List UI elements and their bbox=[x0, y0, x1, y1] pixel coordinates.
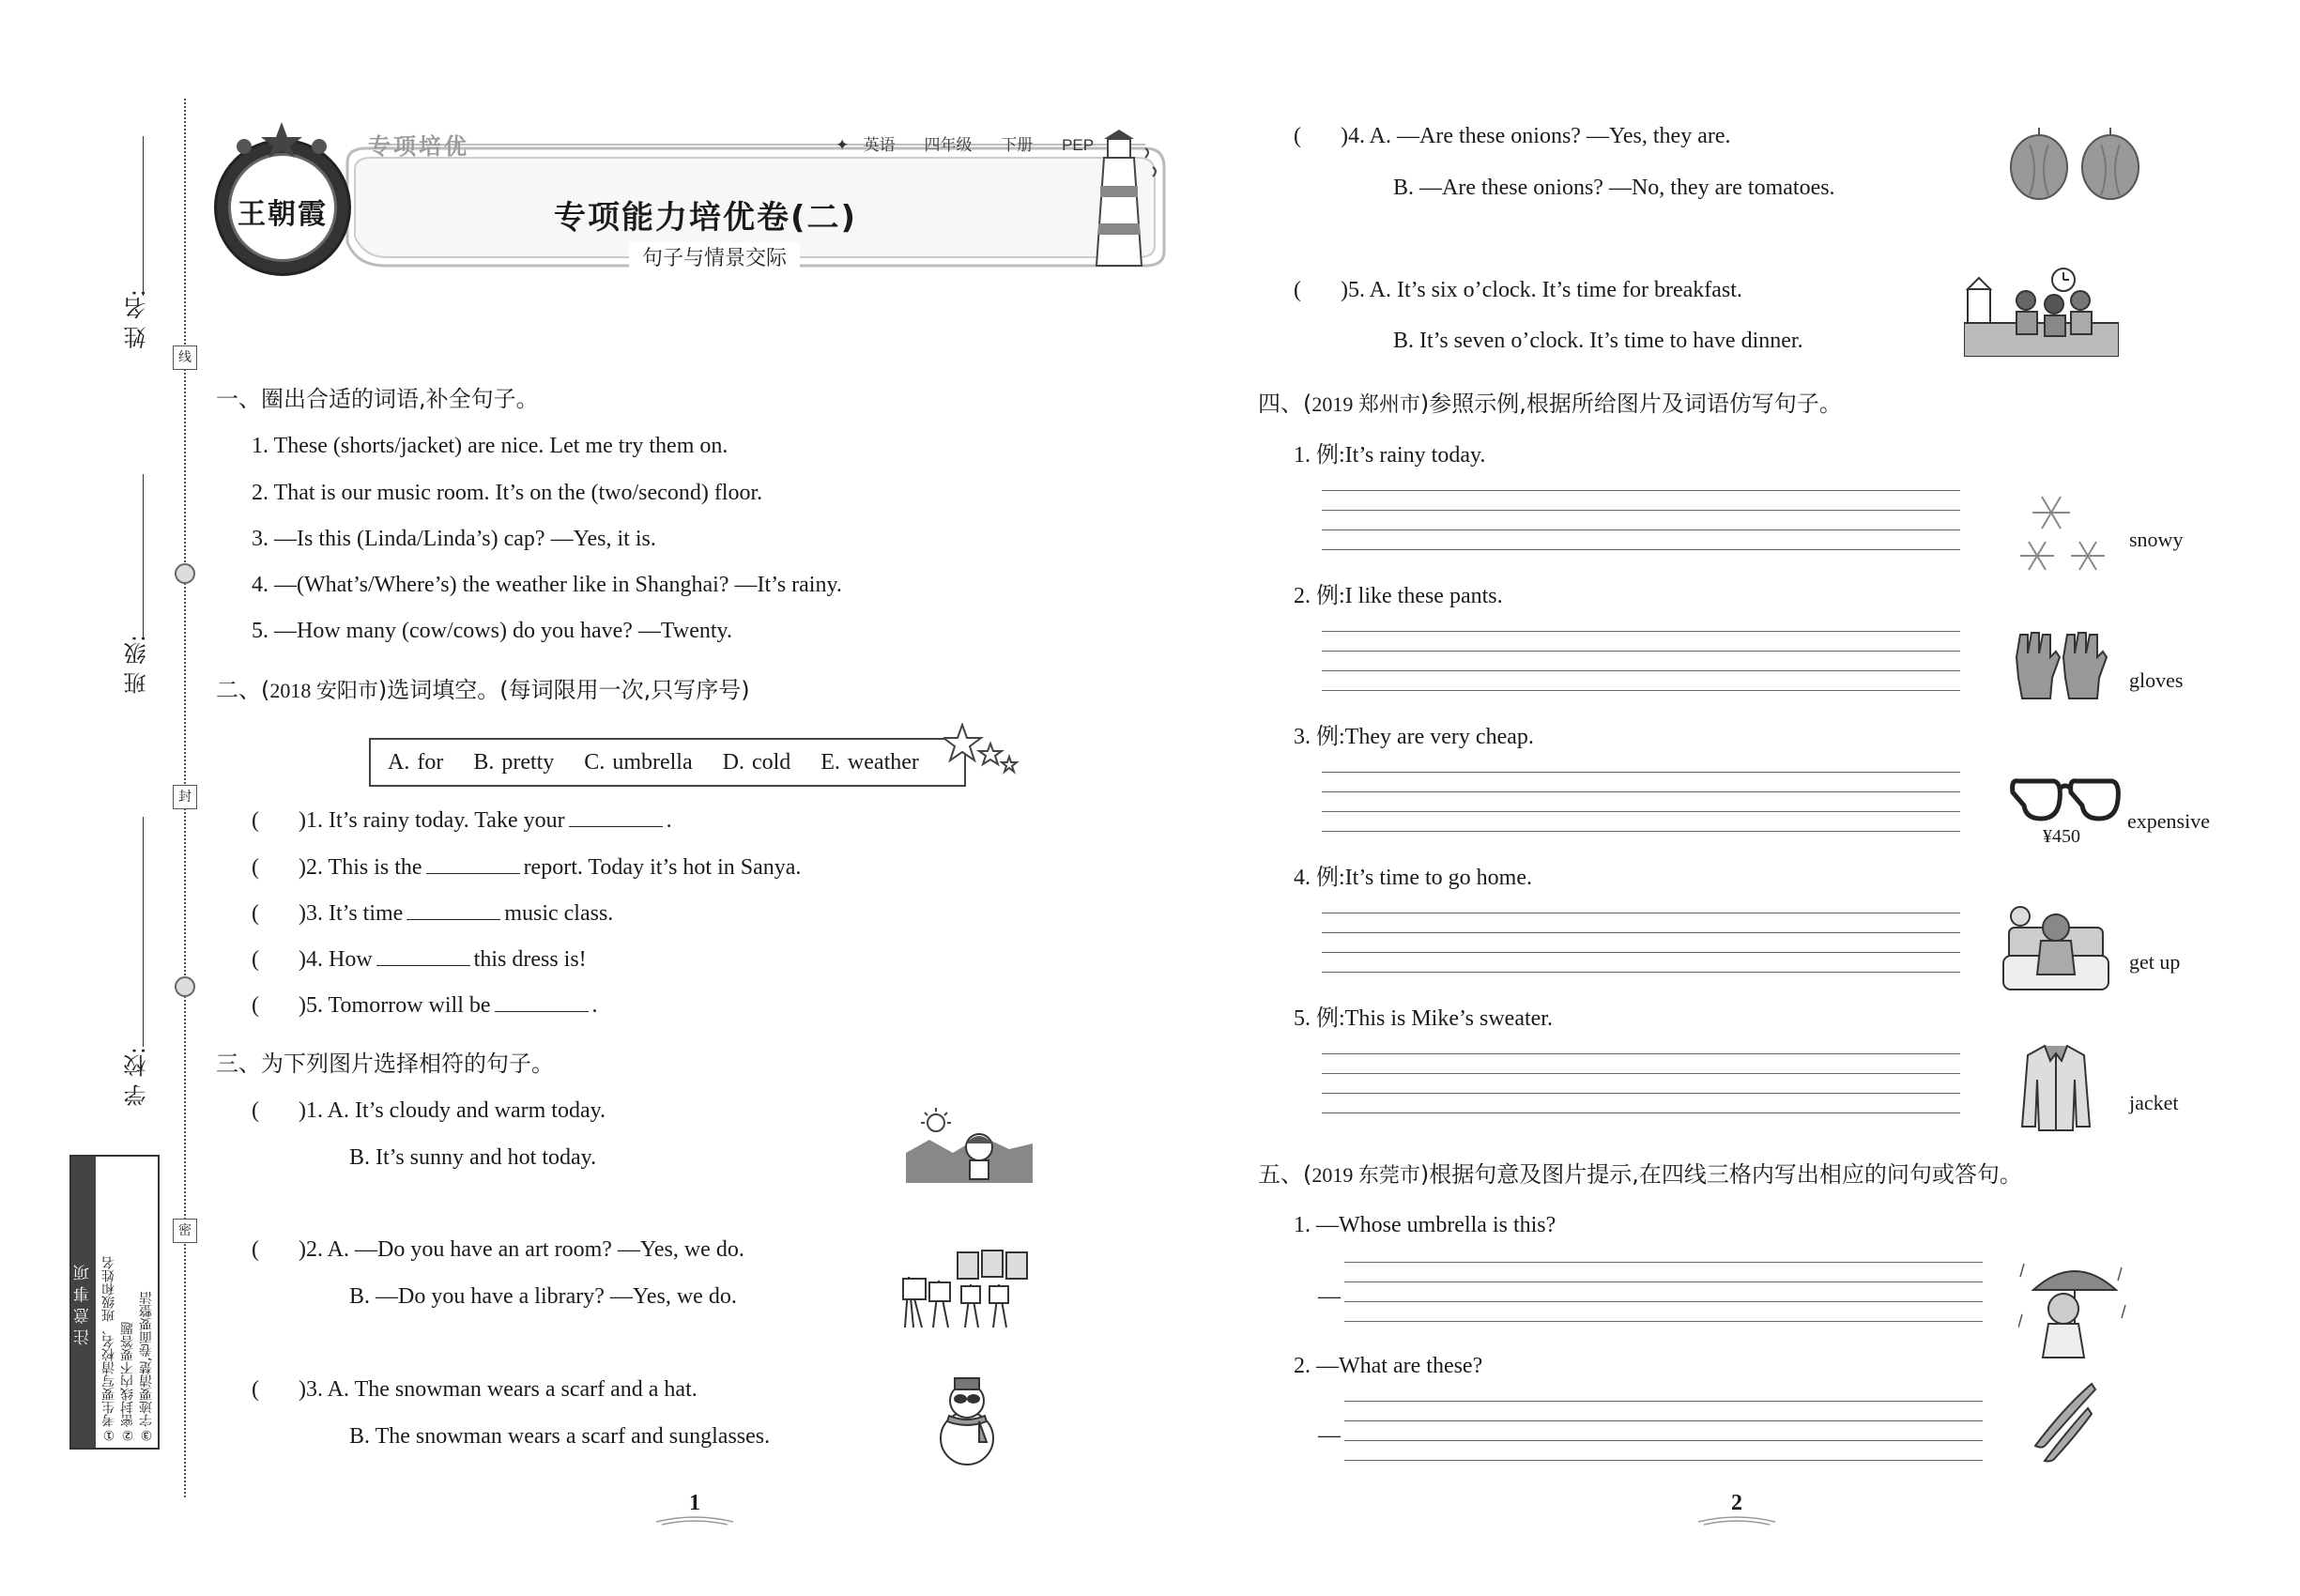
s2-blank-4[interactable] bbox=[376, 944, 470, 966]
name-label: 姓 名: bbox=[124, 289, 150, 349]
s4-word-2: gloves bbox=[2129, 668, 2184, 692]
logo-crown bbox=[225, 120, 338, 158]
stars-icon bbox=[943, 723, 1028, 779]
s3-item-3b: B. The snowman wears a scarf and sunglasses. bbox=[349, 1424, 771, 1449]
s3-item-5b: B. It’s seven o’clock. It’s time to have dinner. bbox=[1393, 329, 1803, 353]
umbrella-girl-picture bbox=[2018, 1258, 2131, 1359]
banner-meta: ✦ 英语 四年级 下册 PEP bbox=[836, 136, 1095, 155]
s4-item-5: 5. 例:This is Mike’s sweater. bbox=[1294, 1006, 1553, 1031]
s4-writing-lines-3[interactable] bbox=[1322, 772, 1960, 832]
s4-price-3: ¥450 bbox=[2043, 826, 2080, 847]
s1-item-5: 5. —How many (cow/cows) do you have? —Twenty. bbox=[252, 619, 732, 643]
s5-item-1: 1. —Whose umbrella is this? bbox=[1294, 1213, 1556, 1237]
s3-item-4a: ( )4. A. —Are these onions? —Yes, they are. bbox=[1294, 124, 1731, 148]
s1-item-1: 1. These (shorts/jacket) are nice. Let me try them on. bbox=[252, 434, 728, 458]
s1-item-3: 3. —Is this (Linda/Linda’s) cap? —Yes, it is. bbox=[252, 527, 656, 551]
jacket-picture bbox=[2018, 1042, 2093, 1134]
s4-item-2: 2. 例:I like these pants. bbox=[1294, 584, 1503, 608]
banner-tag: 专项培优 bbox=[368, 133, 469, 160]
class-field[interactable] bbox=[143, 474, 144, 638]
s3-item-3a: ( )3. A. The snowman wears a scarf and a hat. bbox=[252, 1377, 698, 1402]
binding-mark-secret: 密 bbox=[173, 1219, 197, 1243]
s2-blank-3[interactable] bbox=[406, 898, 500, 920]
s4-item-3: 3. 例:They are very cheap. bbox=[1294, 725, 1534, 749]
section4-title: 四、(2019 郑州市)参照示例,根据所给图片及词语仿写句子。 bbox=[1258, 391, 1842, 417]
s3-item-1a: ( )1. A. It’s cloudy and warm today. bbox=[252, 1098, 606, 1123]
s5-item-2: 2. —What are these? bbox=[1294, 1354, 1483, 1378]
header-banner bbox=[207, 111, 1173, 275]
snowman-picture bbox=[925, 1371, 1009, 1469]
binding-hole-2 bbox=[175, 976, 195, 997]
glasses-picture bbox=[2009, 777, 2122, 824]
s2-row-3: ( )3. It’s time music class. bbox=[252, 898, 613, 928]
binding-hole-1 bbox=[175, 563, 195, 584]
s2-row-4: ( )4. How this dress is! bbox=[252, 944, 587, 974]
section5-title: 五、(2019 东莞市)根据句意及图片提示,在四线三格内写出相应的问句或答句。 bbox=[1258, 1161, 2022, 1188]
s4-item-1: 1. 例:It’s rainy today. bbox=[1294, 443, 1486, 468]
s4-writing-lines-4[interactable] bbox=[1322, 913, 1960, 973]
s2-blank-1[interactable] bbox=[569, 806, 663, 827]
section3-title: 三、为下列图片选择相符的句子。 bbox=[216, 1051, 554, 1077]
s3-item-4b: B. —Are these onions? —No, they are tomatoes. bbox=[1393, 176, 1835, 200]
s4-word-1: snowy bbox=[2129, 528, 2184, 551]
s3-item-5a: ( )5. A. It’s six o’clock. It’s time for breakfast. bbox=[1294, 278, 1742, 302]
s4-word-5: jacket bbox=[2129, 1091, 2179, 1114]
sunny-weather-picture bbox=[906, 1108, 1033, 1183]
s1-item-2: 2. That is our music room. It’s on the (two/second) floor. bbox=[252, 481, 763, 505]
page-ornament-left-icon bbox=[652, 1514, 737, 1527]
s3-item-1b: B. It’s sunny and hot today. bbox=[349, 1145, 597, 1170]
page-number-left: 1 bbox=[648, 1491, 742, 1527]
s2-row-1: ( )1. It’s rainy today. Take your . bbox=[252, 806, 672, 835]
peapods-picture bbox=[2026, 1380, 2101, 1465]
page-ornament-right-icon bbox=[1694, 1514, 1779, 1527]
section1-title: 一、圈出合适的词语,补全句子。 bbox=[216, 386, 539, 412]
s3-item-2a: ( )2. A. —Do you have an art room? —Yes, we do. bbox=[252, 1237, 744, 1262]
onions-picture bbox=[2007, 122, 2148, 202]
get-up-picture bbox=[2000, 899, 2112, 993]
notice-box bbox=[69, 1155, 160, 1450]
s2-blank-5[interactable] bbox=[495, 990, 589, 1012]
notice-item-1: ①考生要写清校名、班级和姓名 bbox=[101, 1256, 116, 1442]
gloves-picture bbox=[2009, 629, 2112, 704]
s4-writing-lines-2[interactable] bbox=[1322, 631, 1960, 691]
logo bbox=[214, 139, 351, 276]
s3-item-2b: B. —Do you have a library? —Yes, we do. bbox=[349, 1284, 737, 1309]
lighthouse-icon bbox=[1080, 130, 1164, 270]
s1-item-4: 4. —(What’s/Where’s) the weather like in Shanghai? —It’s rainy. bbox=[252, 573, 842, 597]
s5-dash-1: — bbox=[1318, 1284, 1341, 1309]
binding-mark-line: 线 bbox=[173, 345, 197, 370]
word-bank-options: A. for B. pretty C. umbrella D. cold E. weather bbox=[388, 750, 919, 775]
s4-writing-lines-5[interactable] bbox=[1322, 1053, 1960, 1113]
s5-dash-2: — bbox=[1318, 1423, 1341, 1448]
section2-title: 二、(2018 安阳市)选词填空。(每词限用一次,只写序号) bbox=[216, 677, 750, 703]
s4-writing-lines-1[interactable] bbox=[1322, 490, 1960, 550]
meta-star-icon: ✦ bbox=[836, 136, 850, 155]
school-field[interactable] bbox=[143, 817, 144, 1047]
family-dinner-picture bbox=[1964, 263, 2119, 357]
notice-item-3: ③字迹要清楚,卷面要整洁 bbox=[139, 1291, 154, 1442]
s4-item-4: 4. 例:It’s time to go home. bbox=[1294, 866, 1532, 890]
s2-blank-2[interactable] bbox=[426, 852, 520, 874]
snowflake-picture bbox=[2018, 488, 2122, 582]
logo-text: 王朝霞 bbox=[238, 198, 328, 231]
s2-row-5: ( )5. Tomorrow will be . bbox=[252, 990, 598, 1020]
art-room-picture bbox=[901, 1249, 1033, 1328]
notice-item-2: ②密封线内不要答题 bbox=[120, 1322, 135, 1442]
page-number-right: 2 bbox=[1690, 1491, 1784, 1527]
s5-writing-lines-1[interactable] bbox=[1344, 1262, 1983, 1322]
binding-mark-seal: 封 bbox=[173, 785, 197, 809]
notice-title: 注意事项 bbox=[71, 1157, 96, 1448]
page-subtitle: 句子与情景交际 bbox=[629, 242, 800, 271]
word-bank-box bbox=[369, 738, 966, 787]
class-label: 班 级: bbox=[124, 635, 150, 695]
page-title: 专项能力培优卷(二) bbox=[554, 199, 858, 237]
name-field[interactable] bbox=[143, 136, 144, 296]
s2-row-2: ( )2. This is the report. Today it’s hot in Sanya. bbox=[252, 852, 801, 882]
s4-word-3: expensive bbox=[2127, 809, 2210, 833]
school-label: 学 校: bbox=[124, 1047, 150, 1107]
s4-word-4: get up bbox=[2129, 950, 2181, 974]
s5-writing-lines-2[interactable] bbox=[1344, 1401, 1983, 1461]
